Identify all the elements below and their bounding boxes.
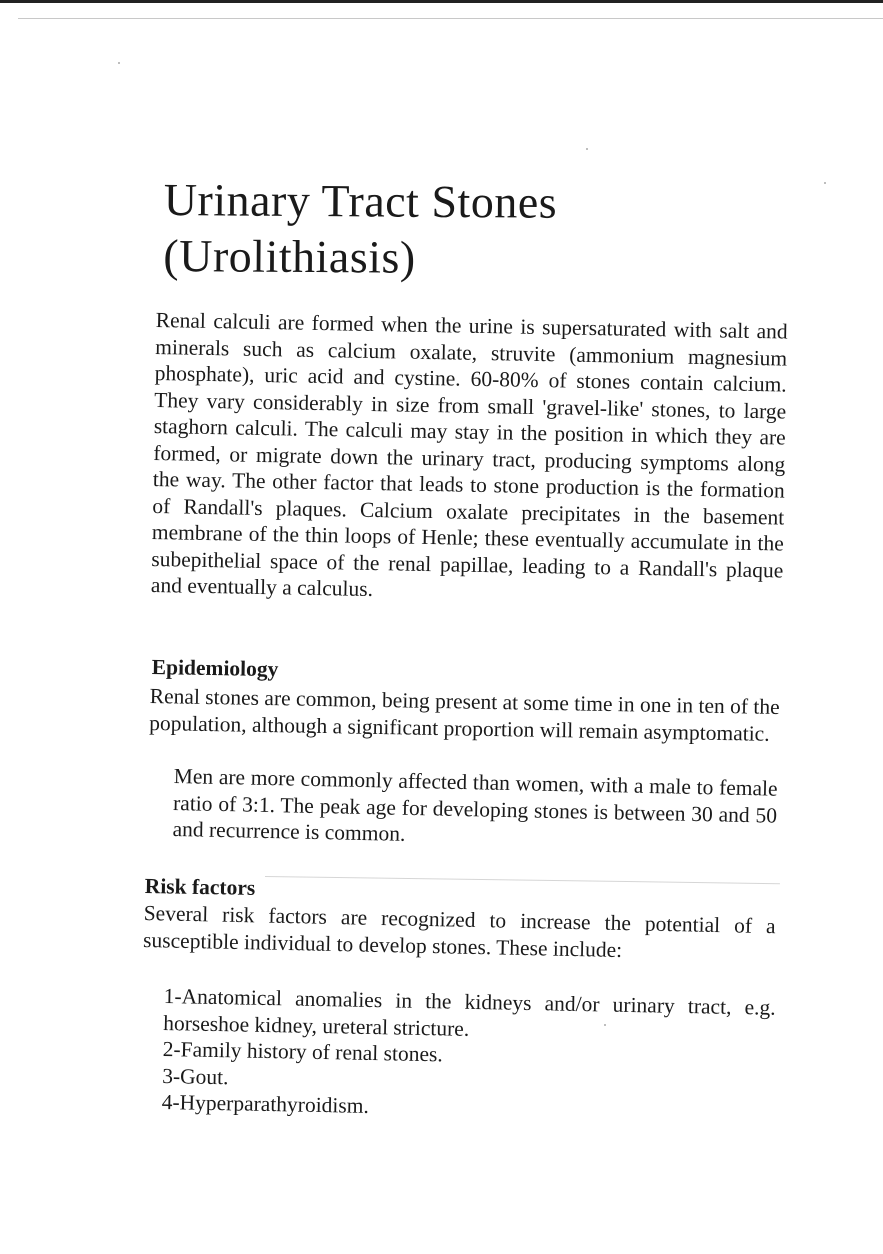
scan-speck [586, 148, 588, 150]
risk-factors-list [161, 983, 775, 1127]
section-divider [265, 876, 780, 884]
epidemiology-heading: Epidemiology [151, 655, 279, 682]
scan-speck [118, 62, 120, 64]
epidemiology-paragraph-1: Renal stones are common, being present at some time in one in ten of the population, although a significant proportion will remain asymptomatic. [149, 683, 780, 746]
page-title: Urinary Tract Stones (Urolithiasis) [163, 173, 558, 283]
list-item: 3-Gout. [161, 1063, 229, 1089]
epidemiology-paragraph-2: Men are more commonly affected than women, with a male to female ratio of 3:1. The peak age for developing stones is between 30 and 50 and recurrence is common. [172, 763, 778, 846]
intro-paragraph: Renal calculi are formed when the urine is supersaturated with salt and minerals such as calcium oxalate, struvite (ammonium magnesium phosphate), uric acid and cystine. 60-80% of stones contain calcium. They vary considerably in size from small 'gravel-like' stones, to large staghorn calculi. The calculi may stay in the position in which they are formed, or migrate down the urinary tract, producing symptoms along the way. The other factor that leads to stone production is the formation of Randall's plaques. Calcium oxalate precipitates in the basement membrane of the thin loops of Henle; these eventually accumulate in the subepithelial space of the renal papillae, leading to a Randall's plaque and eventually a calculus. [150, 307, 788, 602]
list-item: 1-Anatomical anomalies in the kidneys and/or urinary tract, e.g. horseshoe kidney, ureteral stricture. [163, 983, 776, 1041]
risk-factors-heading: Risk factors [144, 874, 256, 900]
list-item: 4-Hyperparathyroidism. [161, 1089, 370, 1118]
risk-factors-intro: Several risk factors are recognized to increase the potential of a susceptible individual to develop stones. These include: [142, 900, 776, 962]
scan-speck [824, 182, 826, 184]
scan-speck [604, 1024, 606, 1026]
list-item: 2-Family history of renal stones. [162, 1036, 443, 1067]
